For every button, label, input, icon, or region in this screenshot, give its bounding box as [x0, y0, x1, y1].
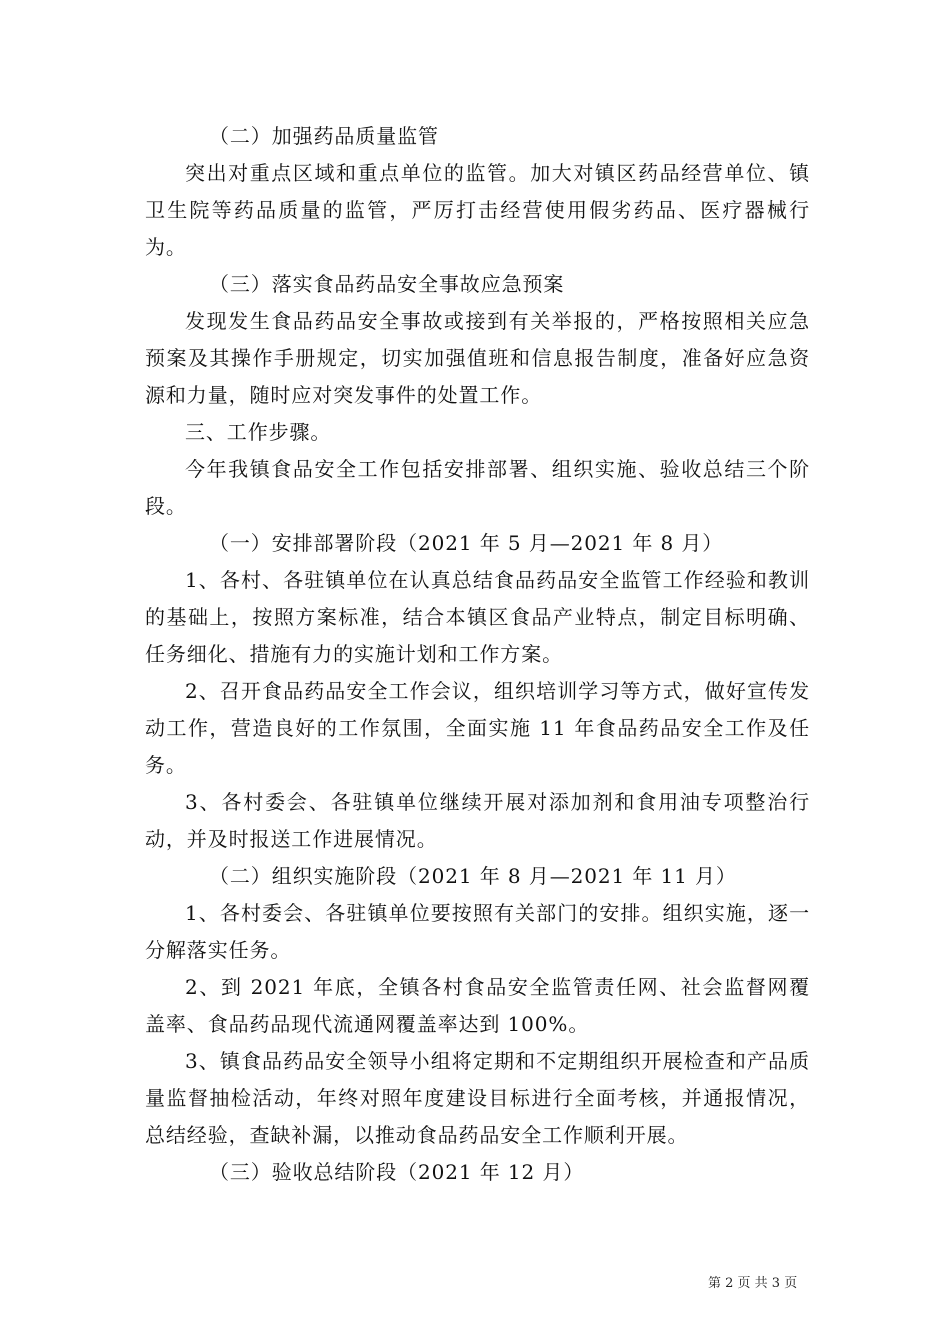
heading-strengthen-drug-quality: （二）加强药品质量监管 — [209, 124, 439, 148]
list-item-phase1-3: 3、各村委会、各驻镇单位继续开展对添加剂和食用油专项整治行动，并及时报送工作进展情况。 — [145, 790, 810, 851]
heading-phase-arrangement: （一）安排部署阶段（2021 年 5 月—2021 年 8 月） — [209, 531, 724, 555]
paragraph-drug-quality-supervision: 突出对重点区域和重点单位的监管。加大对镇区药品经营单位、镇卫生院等药品质量的监管，严厉打击经营使用假劣药品、医疗器械行为。 — [145, 161, 810, 259]
paragraph-steps-intro: 今年我镇食品安全工作包括安排部署、组织实施、验收总结三个阶段。 — [145, 457, 810, 518]
list-item-phase1-2: 2、召开食品药品安全工作会议，组织培训学习等方式，做好宣传发动工作，营造良好的工作氛围，全面实施 11 年食品药品安全工作及任务。 — [145, 679, 810, 777]
heading-phase-acceptance: （三）验收总结阶段（2021 年 12 月） — [209, 1160, 585, 1184]
heading-phase-implementation: （二）组织实施阶段（2021 年 8 月—2021 年 11 月） — [209, 864, 737, 888]
heading-emergency-plan: （三）落实食品药品安全事故应急预案 — [209, 272, 565, 296]
list-item-phase2-1: 1、各村委会、各驻镇单位要按照有关部门的安排。组织实施，逐一分解落实任务。 — [145, 901, 810, 962]
paragraph-emergency-plan: 发现发生食品药品安全事故或接到有关举报的，严格按照相关应急预案及其操作手册规定，切实加强值班和信息报告制度，准备好应急资源和力量，随时应对突发事件的处置工作。 — [145, 309, 810, 407]
page-number-footer: 第 2 页 共 3 页 — [708, 1276, 798, 1291]
section-work-steps: 三、工作步骤。 — [185, 420, 332, 444]
list-item-phase2-3: 3、镇食品药品安全领导小组将定期和不定期组织开展检查和产品质量监督抽检活动，年终对照年度建设目标进行全面考核，并通报情况，总结经验，查缺补漏，以推动食品药品安全工作顺利开展。 — [145, 1049, 810, 1147]
list-item-phase2-2: 2、到 2021 年底，全镇各村食品安全监管责任网、社会监督网覆盖率、食品药品现代流通网覆盖率达到 100%。 — [145, 975, 810, 1036]
document-body — [145, 118, 810, 1191]
list-item-phase1-1: 1、各村、各驻镇单位在认真总结食品药品安全监管工作经验和教训的基础上，按照方案标准，结合本镇区食品产业特点，制定目标明确、任务细化、措施有力的实施计划和工作方案。 — [145, 568, 810, 666]
